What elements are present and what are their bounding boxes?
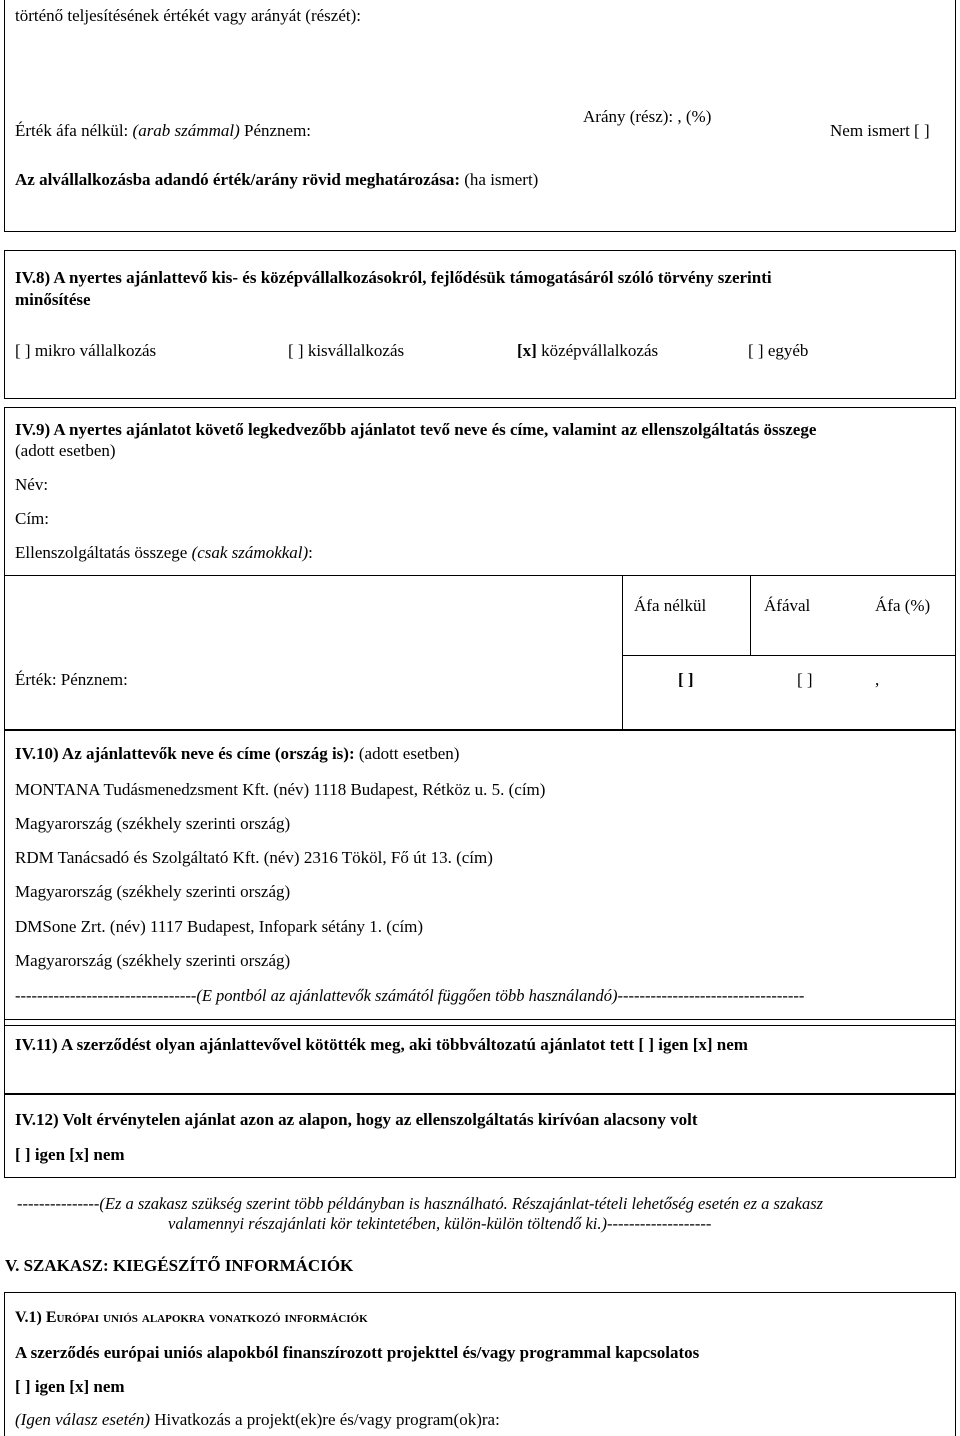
iv9-box [4, 407, 956, 730]
subcontract-definition-note: (ha ismert) [459, 170, 539, 189]
iv9-table-mid-border [622, 655, 956, 656]
iv8-selected-mark: [x] [517, 341, 537, 360]
iv10-title-note: (adott esetben) [354, 744, 460, 763]
v1-reference-condition: (Igen válasz esetén) [15, 1410, 151, 1429]
iv12-line2: [ ] igen [x] nem [15, 1145, 125, 1164]
section-v-title: V. SZAKASZ: KIEGÉSZÍTŐ INFORMÁCIÓK [5, 1256, 354, 1275]
iv8-option-other: [ ] egyéb [748, 341, 809, 360]
iv10-title [15, 744, 459, 764]
iv10-dash-text: (E pontból az ajánlattevők számától függően több használandó) [196, 986, 618, 1005]
section-note-text1: (Ez a szakasz szükség szerint több példányban is használható. Részajánlat-tételi lehetőség esetén ez a szakasz [99, 1194, 824, 1213]
iv9-table-divider-mid [750, 575, 751, 656]
v1-title: V.1) Európai uniós alapokra vonatkozó információk [15, 1309, 368, 1326]
iv10-dash-right: ---------------------------------- [617, 986, 805, 1005]
value-label-part-a: Érték áfa nélkül: [15, 121, 133, 140]
iv9-name-label: Név: [15, 475, 49, 494]
not-known-label: Nem ismert [ ] [830, 121, 930, 140]
iv10-line-5: DMSone Zrt. (név) 1117 Budapest, Infopark sétány 1. (cím) [15, 917, 424, 936]
iv8-option-medium [517, 341, 658, 361]
iv8-title-line2: minősítése [15, 290, 91, 309]
iv8-option-small: [ ] kisvállalkozás [288, 341, 405, 360]
iv10-box [4, 730, 956, 1026]
performance-value-text: történő teljesítésének értékét vagy arányát (részét): [15, 6, 361, 25]
iv9-value-label: Érték: Pénznem: [15, 670, 128, 689]
subcontract-definition-title: Az alvállalkozásba adandó érték/arány rövid meghatározása: [15, 170, 460, 189]
ratio-label: Arány (rész): , (%) [583, 107, 712, 126]
iv12-line1: IV.12) Volt érvénytelen ajánlat azon az alapon, hogy az ellenszolgáltatás kirívóan alacsony volt [15, 1110, 698, 1129]
iv10-line-1: MONTANA Tudásmenedzsment Kft. (név) 1118 Budapest, Rétköz u. 5. (cím) [15, 780, 546, 799]
value-without-vat-label [15, 121, 311, 141]
v1-reference [15, 1410, 500, 1430]
section-note-dash-right: ------------------- [606, 1214, 712, 1233]
iv9-amount-label-c: : [308, 543, 313, 562]
section-note-line2 [168, 1214, 711, 1234]
value-label-part-b: (arab számmal) [132, 121, 240, 140]
v1-reference-label: Hivatkozás a projekt(ek)re és/vagy program(ok)ra: [150, 1410, 500, 1429]
value-label-part-c: Pénznem: [239, 121, 312, 140]
iv9-cell-with-vat: [ ] [797, 670, 813, 689]
iv10-dash-note [15, 986, 804, 1006]
v1-eu-question: A szerződés európai uniós alapokból finanszírozott projekttel és/vagy programmal kapcsolatos [15, 1343, 700, 1362]
iv8-option-medium-label: középvállalkozás [536, 341, 659, 360]
subcontract-definition [15, 170, 538, 190]
iv9-table-divider-left [622, 575, 623, 730]
iv9-amount-label-b: (csak számokkal) [191, 543, 309, 562]
iv8-option-micro: [ ] mikro vállalkozás [15, 341, 157, 360]
iv9-table-top-border [4, 575, 956, 576]
v1-eu-answer: [ ] igen [x] nem [15, 1377, 125, 1396]
iv11-box [4, 1019, 956, 1094]
iv10-line-4: Magyarország (székhely szerinti ország) [15, 882, 291, 901]
section-note-text2: valamennyi részajánlati kör tekintetében, külön-külön töltendő ki.) [168, 1214, 607, 1233]
iv10-line-3: RDM Tanácsadó és Szolgáltató Kft. (név) 2316 Tököl, Fő út 13. (cím) [15, 848, 493, 867]
iv9-col-vat-percent: Áfa (%) [875, 596, 931, 615]
iv9-title-line1: IV.9) A nyertes ajánlatot követő legkedvezőbb ajánlatot tevő neve és címe, valamint az ellenszolgáltatás összege [15, 420, 817, 439]
iv9-cell-without-vat: [ ] [678, 670, 694, 689]
iv9-col-with-vat: Áfával [764, 596, 811, 615]
iv9-amount-label [15, 543, 313, 563]
iv10-title-bold: IV.10) Az ajánlattevők neve és címe (ország is): [15, 744, 355, 763]
section-note-dash-left: --------------- [17, 1194, 100, 1213]
iv10-dash-left: --------------------------------- [15, 986, 197, 1005]
iv9-amount-label-a: Ellenszolgáltatás összege [15, 543, 192, 562]
iv9-address-label: Cím: [15, 509, 50, 528]
iv9-title-line2: (adott esetben) [15, 441, 116, 460]
subcontract-box [4, 0, 956, 232]
iv12-box [4, 1094, 956, 1178]
iv8-title-line1: IV.8) A nyertes ajánlattevő kis- és középvállalkozásokról, fejlődésük támogatásáról szóló törvény szerinti [15, 268, 772, 287]
iv11-text: IV.11) A szerződést olyan ajánlattevővel kötötték meg, aki többváltozatú ajánlatot tett [ ] igen [x] nem [15, 1035, 748, 1054]
iv9-col-without-vat: Áfa nélkül [634, 596, 707, 615]
section-note-line1 [17, 1194, 823, 1214]
iv9-cell-vat-percent: , [875, 670, 880, 689]
iv10-line-6: Magyarország (székhely szerinti ország) [15, 951, 291, 970]
iv10-line-2: Magyarország (székhely szerinti ország) [15, 814, 291, 833]
